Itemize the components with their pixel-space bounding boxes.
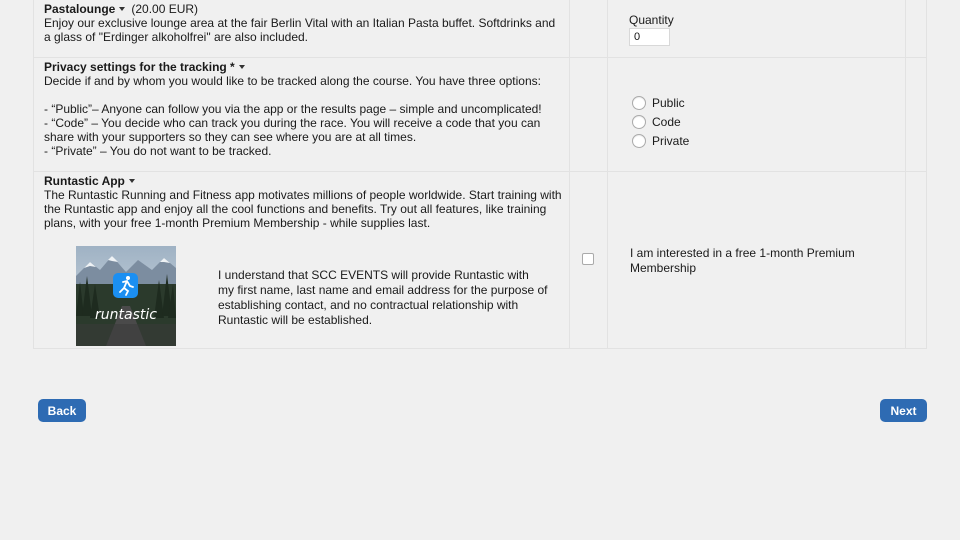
radio-public-label: Public [652,96,685,110]
radio-button-icon[interactable] [632,96,646,110]
radio-private-label: Private [652,134,690,148]
column-divider [569,0,570,349]
runtastic-description: The Runtastic Running and Fitness app motivates millions of people worldwide. Start training with the Runtastic app and enjoy all the cool functions and benefits. Try out all features, like training plans, with your free 1-month Premium Membership - while supplies last. [44,188,562,230]
privacy-intro: Decide if and by whom you would like to be tracked along the course. You have three options: [44,74,541,88]
pastalounge-price: (20.00 EUR) [131,2,199,16]
pastalounge-description: Enjoy our exclusive lounge area at the fair Berlin Vital with an Italian Pasta buffet. Softdrinks and a glass of "Erdinger alkoholfrei" are also included. [44,16,556,44]
runtastic-app-graphic [76,246,176,346]
caret-down-icon[interactable] [129,179,135,183]
row-divider [34,348,926,349]
column-divider [905,0,906,349]
caret-down-icon[interactable] [119,7,125,11]
radio-public[interactable] [632,95,685,111]
privacy-title: Privacy settings for the tracking * [44,60,235,74]
quantity-input[interactable] [629,28,670,46]
premium-interest-label: I am interested in a free 1-month Premium Membership [630,246,855,275]
runtastic-section [44,174,564,230]
back-button[interactable]: Back [38,399,86,422]
quantity-label: Quantity [629,13,674,27]
radio-private[interactable] [632,133,689,149]
pastalounge-title: Pastalounge [44,2,116,16]
next-button[interactable]: Next [880,399,927,422]
pastalounge-section [44,2,564,44]
row-divider [34,171,926,172]
premium-interest-checkbox[interactable] [582,253,594,265]
runtastic-app-image [76,246,176,346]
runtastic-header [44,174,564,188]
runtastic-logo-text: runtastic [95,307,157,323]
radio-code-label: Code [652,115,681,129]
privacy-option-code-desc: - “Code” – You decide who can track you during the race. You will receive a code that you can share with your supporters so they can see where you are at all times. [44,116,541,144]
privacy-section [44,60,564,158]
runtastic-consent-text: I understand that SCC EVENTS will provide Runtastic with my first name, last name and email address for the purpose of establishing contact, and no contractual relationship with Runtastic will be established. [218,268,548,327]
privacy-header [44,60,564,74]
radio-code[interactable] [632,114,681,130]
caret-down-icon[interactable] [239,65,245,69]
runtastic-title: Runtastic App [44,174,125,188]
row-divider [34,57,926,58]
pastalounge-header [44,2,564,16]
column-divider [607,0,608,349]
privacy-option-private-desc: - “Private” – You do not want to be tracked. [44,144,272,158]
radio-button-icon[interactable] [632,134,646,148]
radio-button-icon[interactable] [632,115,646,129]
privacy-option-public-desc: - “Public”– Anyone can follow you via the app or the results page – simple and uncomplicated! [44,102,542,116]
